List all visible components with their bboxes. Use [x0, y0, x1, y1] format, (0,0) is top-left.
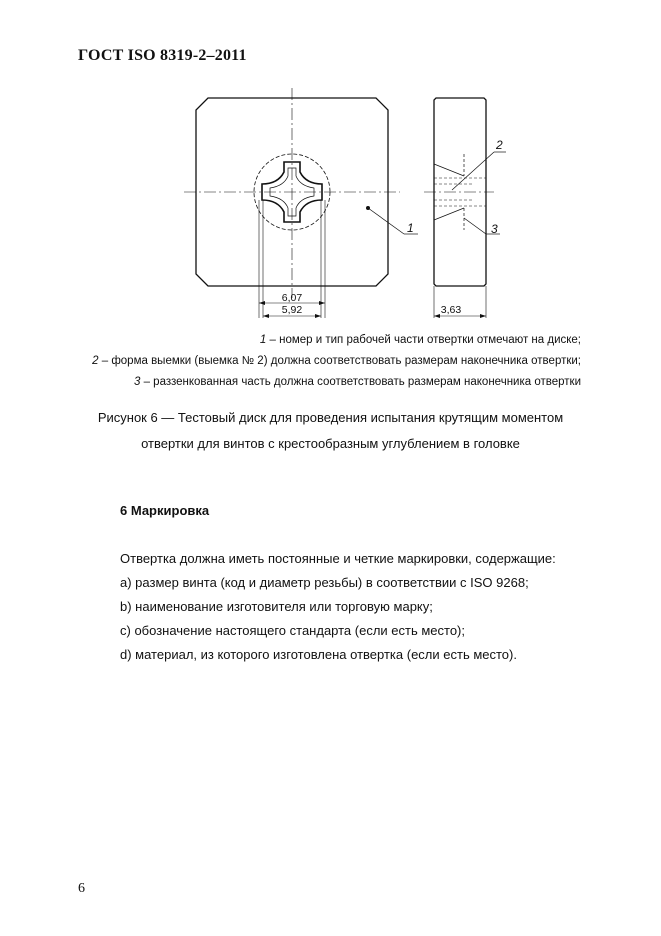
- list-item: a) размер винта (код и диаметр резьбы) в соответствии с ISO 9268;: [120, 575, 529, 590]
- legend-item-1: 1 – номер и тип рабочей части отвертки отмечают на диске;: [259, 334, 581, 346]
- callout-1: 1: [407, 221, 414, 235]
- dim-outer-label: 6,07: [281, 292, 303, 304]
- section-intro: Отвертка должна иметь постоянные и четкие маркировки, содержащие:: [120, 551, 556, 566]
- figure-caption-line-2: отвертки для винтов с крестообразным углублением в головке: [141, 436, 520, 451]
- list-item: c) обозначение настоящего стандарта (если есть место);: [120, 623, 465, 638]
- callout-2: 2: [496, 138, 503, 152]
- legend-item-2: 2 – форма выемки (выемка № 2) должна соответствовать размерам наконечника отвертки;: [92, 355, 581, 367]
- page-number: 6: [78, 881, 85, 896]
- list-item: b) наименование изготовителя или торговую марку;: [120, 599, 433, 614]
- list-item: d) материал, из которого изготовлена отвертка (если есть место).: [120, 647, 517, 662]
- dim-thickness-label: 3,63: [440, 304, 462, 316]
- test-disc-drawing: [0, 0, 661, 340]
- section-title: 6 Маркировка: [120, 503, 210, 518]
- legend-item-3: 3 – раззенкованная часть должна соответствовать размерам наконечника отвертки: [133, 376, 581, 388]
- dim-inner-label: 5,92: [281, 304, 303, 316]
- document-header: ГОСТ ISO 8319-2–2011: [78, 47, 247, 64]
- callout-3: 3: [491, 222, 498, 236]
- figure-caption-line-1: Рисунок 6 — Тестовый диск для проведения испытания крутящим моментом: [97, 410, 564, 425]
